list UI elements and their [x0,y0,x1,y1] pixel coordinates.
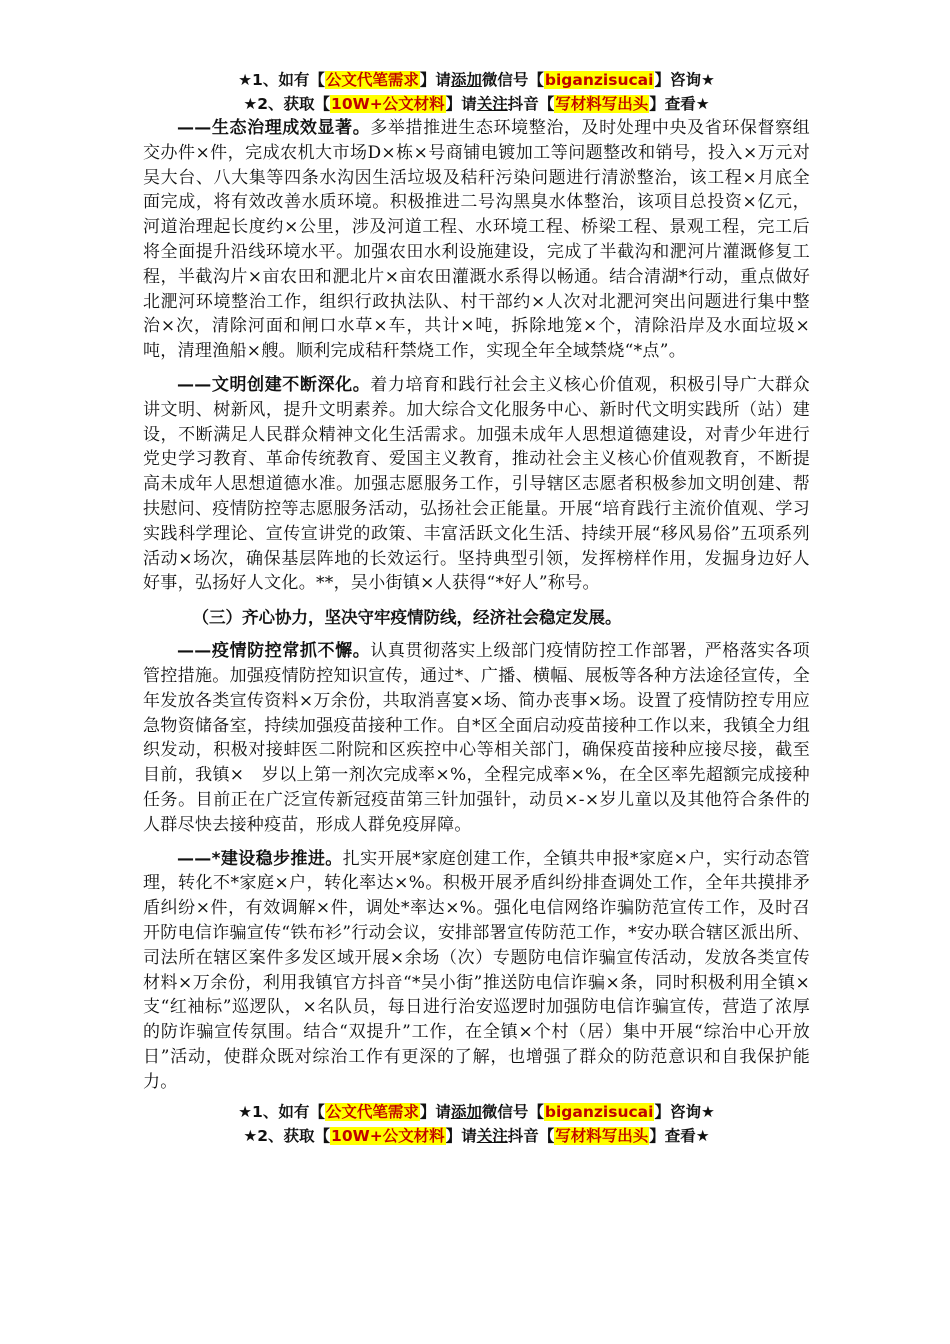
promo-text: 微信号【 [481,1103,544,1122]
promo-highlight: 公文代笔需求 [325,1103,419,1122]
paragraph-lead: ——疫情防控常抓不懈。 [177,641,371,662]
section-heading: （三）齐心协力，坚决守牢疫情防线，经济社会稳定发展。 [192,608,622,628]
promo-highlight: biganzisucai [544,1103,654,1122]
promo-text: 微信号【 [481,71,544,89]
promo-line-2 [143,92,810,116]
promo-text: 】请 [419,71,451,89]
promo-highlight: biganzisucai [544,71,654,89]
promo-underlined: 关注 [476,95,508,113]
paragraph-body: 扎实开展*家庭创建工作，全镇共申报*家庭×户，实行动态管理，转化不*家庭×户，转化率达×%。积极开展矛盾纠纷排查调处工作，全年共摸排矛盾纠纷×件，有效调解×件，调处*率达×%。强化电信网络诈骗防范宣传工作，及时召开防电信诈骗宣传“铁布衫”行动会议，安排部署宣传防范工作，*安办联合辖区派出所、司法所在辖区案件多发区域开展×余场（次）专题防电信诈骗宣传活动，发放各类宣传材料×万余份，利用我镇官方抖音“*吴小街”推送防电信诈骗×条，同时积极利用全镇×支“红袖标”巡逻队，×名队员，每日进行治安巡逻时加强防电信诈骗宣传，营造了浓厚的防诈骗宣传氛围。结合“双提升”工作，在全镇×个村（居）集中开展“综治中心开放日”活动，使群众既对综治工作有更深的了解，也增强了群众的防范意识和自我保护能力。 [143,848,810,1092]
promo-text: 】请 [445,1127,477,1146]
promo-line-2 [143,1124,810,1148]
promo-line-1 [143,68,810,92]
promo-text: ★1、如有【 [238,1103,325,1122]
promo-text: 】请 [419,1103,451,1122]
promo-text: 】咨询★ [654,1103,715,1122]
paragraph-lead: ——文明创建不断深化。 [177,374,371,395]
promo-text: 】查看★ [649,1127,710,1146]
promo-text: 】请 [445,95,477,113]
promo-underlined: 添加 [450,71,482,89]
promo-text: ★2、获取【 [243,95,331,113]
promo-footer [143,1100,810,1148]
promo-header [143,68,810,116]
promo-text: 抖音【 [507,95,555,113]
paragraph-lead: ——生态治理成效显著。 [177,118,371,138]
paragraph-lead: ——*建设稳步推进。 [177,848,343,869]
paragraph-ecology [143,116,810,364]
paragraph-body: 多举措推进生态环境整治，及时处理中央及省环保督察组交办件×件，完成农机大市场D×栋×号商铺电镀加工等问题整改和销号，投入×万元对吴大台、八大集等四条水沟因生活垃圾及秸秆污染问题进行清淤整治，该工程×月底全面完成，将有效改善水质环境。积极推进二号沟黑臭水体整治，该项目总投资×亿元，河道治理起长度约×公里，涉及河道工程、水环境工程、桥梁工程、景观工程，完工后将全面提升沿线环境水平。加强农田水利设施建设，完成了半截沟和淝河片灌溉修复工程，半截沟片×亩农田和淝北片×亩农田灌溉水系得以畅通。结合清湖*行动，重点做好北淝河环境整治工作，组织行政执法队、村干部约×人次对北淝河突出问题进行集中整治×次，清除河面和闸口水草×车，共计×吨，拆除地笼×个，清除沿岸及水面垃圾×吨，清理渔船×艘。顺利完成秸秆禁烧工作，实现全年全域禁烧“*点”。 [143,118,810,362]
promo-text: ★2、获取【 [243,1127,331,1146]
promo-highlight: 公文代笔需求 [325,71,419,89]
paragraph-construction [143,847,810,1095]
promo-highlight: 写材料写出头 [555,95,649,113]
promo-highlight: 10W+公文材料 [331,95,445,113]
promo-underlined: 添加 [450,1103,482,1122]
paragraph-body: 认真贯彻落实上级部门疫情防控工作部署，严格落实各项管控措施。加强疫情防控知识宣传，通过*、广播、横幅、展板等各种方法途径宣传，全年发放各类宣传资料×万余份，共取消喜宴×场、简办丧事×场。设置了疫情防控专用应急物资储备室，持续加强疫苗接种工作。自*区全面启动疫苗接种工作以来，我镇全力组织发动，积极对接蚌医二附院和区疾控中心等相关部门，确保疫苗接种应接尽接，截至目前，我镇× 岁以上第一剂次完成率×%，全程完成率×%，在全区率先超额完成接种任务。目前正在广泛宣传新冠疫苗第三针加强针，动员×-×岁儿童以及其他符合条件的人群尽快去接种疫苗，形成人群免疫屏障。 [143,641,810,835]
promo-text: 】查看★ [649,95,710,113]
promo-highlight: 10W+公文材料 [331,1127,445,1146]
promo-text: 】咨询★ [654,71,715,89]
promo-highlight: 写材料写出头 [555,1127,649,1146]
paragraph-civilization [143,373,810,596]
paragraph-body: 着力培育和践行社会主义核心价值观，积极引导广大群众讲文明、树新风，提升文明素养。加大综合文化服务中心、新时代文明实践所（站）建设，不断满足人民群众精神文化生活需求。加强未成年人思想道德建设，对青少年进行党史学习教育、革命传统教育、爱国主义教育，推动社会主义核心价值观教育，不断提高未成年人思想道德水准。加强志愿服务工作，引导辖区志愿者积极参加文明创建、帮扶慰问、疫情防控等志愿服务活动，弘扬社会正能量。开展“培育践行主流价值观、学习实践科学理论、宣传宣讲党的政策、丰富活跃文化生活、持续开展“移风易俗”五项系列活动×场次，确保基层阵地的长效运行。坚持典型引领，发挥榜样作用，发掘身边好人好事，弘扬好人文化。**，吴小街镇×人获得“*好人”称号。 [143,374,810,594]
promo-text: ★1、如有【 [238,71,325,89]
promo-text: 抖音【 [507,1127,555,1146]
paragraph-epidemic [143,639,810,837]
promo-line-1 [143,1100,810,1124]
promo-underlined: 关注 [476,1127,508,1146]
